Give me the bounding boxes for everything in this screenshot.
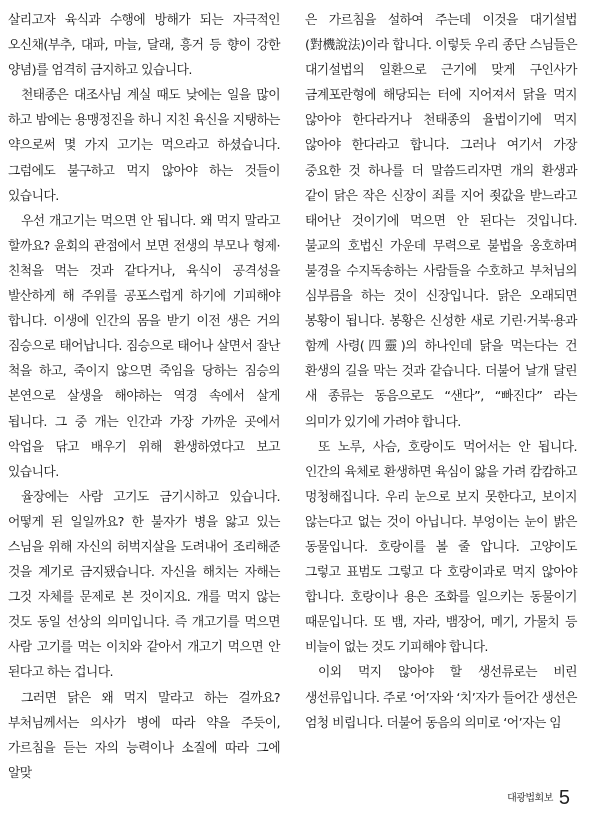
paragraph: 살리고자 육식과 수행에 방해가 되는 자극적인 오신채(부추, 대파, 마늘, 달래, 흥거 등 향이 강한 양념)를 엄격히 금지하고 있습니다. xyxy=(8,13,280,79)
left-column xyxy=(8,8,280,786)
paragraph: 우선 개고기는 먹으면 안 됩니다. 왜 먹지 말라고 할까요? 윤회의 관점에서 보면 전생의 부모나 형제·친척을 먹는 것과 같다거나, 육식이 공격성을 발산하게 해 주위를 공포스럽게 하기에 기피해야 합니다. 이생에 인간의 몸을 받기 이전 생은 거의 짐승으로 태어납니다. 짐승으로 태어나 살면서 잘난 척을 하고, 죽이지 않으면 죽임을 당하는 짐승의 본연으로 살생을 해야하는 역경 속에서 살게 됩니다. 그 중 개는 인간과 가장 가까운 곳에서 악업을 닦고 배우기 위해 환생하였다고 보고 있습니다. xyxy=(8,213,280,480)
right-column xyxy=(305,8,577,736)
paragraph: 또 노루, 사슴, 호랑이도 먹어서는 안 됩니다. 인간의 육체로 환생하면 육심이 앓을 가려 캄캄하고 멍청해집니다. 우리 눈으로 보지 못한다고, 보이지 않는다고 없는 것이 아닙니다. 부엉이는 눈이 밝은 동물입니다. 호랑이를 볼 줄 압니다. 고양이도 그렇고 표범도 그렇고 다 호랑이과로 먹지 않아야 합니다. 호랑이나 용은 조화를 일으키는 동물이기 때문입니다. 또 뱀, 자라, 뱀장어, 메기, 가물치 등 비늘이 없는 것도 기피해야 합니다. xyxy=(305,439,577,656)
paragraph: 은 가르침을 설하여 주는데 이것을 대기설법(對機說法)이라 합니다. 이렇듯 우리 종단 스님들은 대기설법의 일환으로 근기에 맞게 구인사가 금계포란형에 해당되는 터에 지어져서 닭을 먹지 않아야 한다라거나 천태종의 율법이기에 먹지 않아야 한다라고 합니다. 그러나 여기서 가장 중요한 것 하나를 더 말씀드리자면 개의 환생과 같이 닭은 작은 신장이 죄를 지어 죗값을 받느라고 태어난 것이기에 먹으면 안 된다는 것입니다. 불교의 호법신 가운데 무력으로 불법을 옹호하며 불경을 수지독송하는 사람들을 수호하고 부처님의 심부름을 하는 것이 신장입니다. 닭은 오래되면 봉황이 됩니다. 봉황은 신성한 새로 기린·거북·용과 함께 사령(四靈)의 하나인데 닭을 먹는다는 건 환생의 길을 막는 것과 같습니다. 더불어 날개 달린 새 종류는 동음으로도 “샌다”, “빠진다” 라는 의미가 있기에 가려야 합니다. xyxy=(305,13,577,430)
paragraph: 천태종은 대조사님 계실 때도 낮에는 일을 많이 하고 밤에는 용맹정진을 하니 지친 육신을 지탱하는 약으로써 몇 가지 고기는 먹으라고 하셨습니다. 그럼에도 불구하고 먹지 않아야 하는 것들이 있습니다. xyxy=(8,88,280,204)
paragraph: 이외 먹지 않아야 할 생선류로는 비린 생선류입니다. 주로 ‘어’자와 ‘치’자가 들어간 생선은 엄청 비립니다. 더불어 동음의 의미로 ‘어’자는 임 xyxy=(305,665,577,731)
paragraph: 율장에는 사람 고기도 금기시하고 있습니다. 어떻게 된 일일까요? 한 불자가 병을 앓고 있는 스님을 위해 자신의 허벅지살을 도려내어 조리해준 것을 계기로 금지됐습니다. 자신을 해치는 자해는 그것 자체를 문제로 본 것이지요. 개를 먹지 않는 것도 동일 선상의 의미입니다. 즉 개고기를 먹으면 사람 고기를 먹는 이치와 같아서 개고기 먹으면 안 된다고 하는 겁니다. xyxy=(8,489,280,681)
publication-name: 대광법회보 xyxy=(507,793,553,804)
page-footer xyxy=(507,784,570,808)
paragraph: 그러면 닭은 왜 먹지 말라고 하는 걸까요? 부처님께서는 의사가 병에 따라 약을 주듯이, 가르침을 듣는 자의 능력이나 소질에 따라 그에 알맞 xyxy=(8,690,280,781)
page-number: 5 xyxy=(558,787,570,809)
